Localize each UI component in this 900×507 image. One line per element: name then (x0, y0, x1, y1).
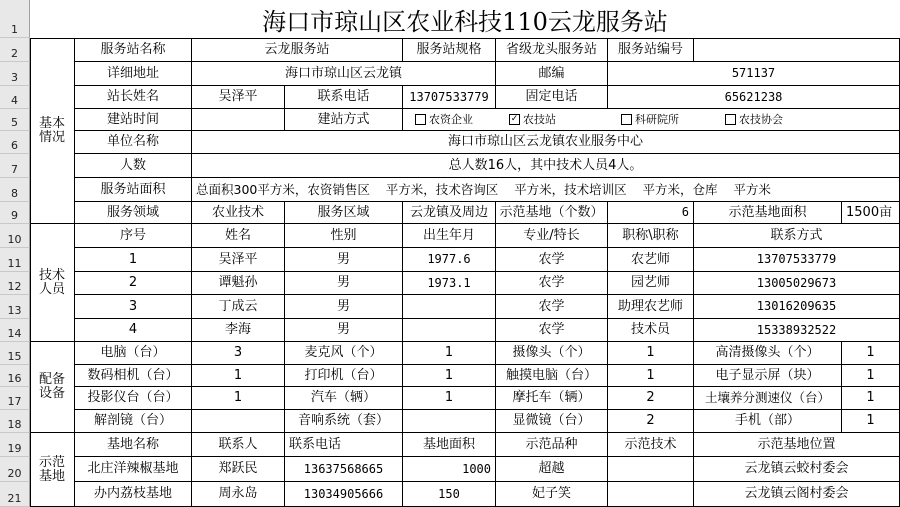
demo-header-contact[interactable]: 联系人 (192, 433, 285, 457)
demo-row-1-tech[interactable] (608, 457, 694, 482)
demo-row-1-contact[interactable]: 郑跃民 (192, 457, 285, 482)
row-number: 4 (11, 94, 18, 107)
equip-row-1-a-label[interactable]: 电脑（台） (75, 342, 192, 365)
code-value[interactable] (694, 38, 900, 62)
tech-row-4-major[interactable]: 农学 (496, 319, 608, 342)
tech-row-4-title[interactable]: 技术员 (608, 319, 694, 342)
equip-row-1-a-value[interactable]: 3 (192, 342, 285, 365)
row-header-21[interactable] (0, 482, 30, 507)
tech-row-1-major[interactable]: 农学 (496, 248, 608, 272)
tech-row-4-name[interactable]: 李海 (192, 319, 285, 342)
field-value[interactable]: 农业技术 (192, 202, 285, 224)
demo-row-1-location[interactable]: 云龙镇云蛟村委会 (694, 457, 900, 482)
row-header-11[interactable] (0, 248, 30, 272)
demo-row-1-phone[interactable]: 13637568665 (285, 457, 403, 482)
fixed-phone-value[interactable]: 65621238 (608, 86, 900, 109)
row-header-12[interactable] (0, 272, 30, 295)
method-options (403, 109, 900, 131)
equip-row-2-c-value[interactable]: 1 (608, 365, 694, 387)
method-option-2[interactable] (509, 114, 615, 126)
demo-count-value[interactable]: 6 (608, 202, 694, 224)
tech-header-no[interactable]: 序号 (75, 224, 192, 248)
row-number: 1 (11, 23, 18, 36)
row-header-5[interactable] (0, 109, 30, 131)
equip-row-4-b-value[interactable] (403, 410, 496, 433)
row-number: 11 (7, 257, 22, 270)
equip-row-1-c-value[interactable]: 1 (608, 342, 694, 365)
tech-row-2-contact[interactable]: 13005029673 (694, 272, 900, 295)
tech-row-4-contact[interactable]: 15338932522 (694, 319, 900, 342)
row-number: 2 (11, 47, 18, 60)
row-number: 14 (7, 327, 22, 340)
demo-row-2-phone[interactable]: 13034905666 (285, 482, 403, 507)
equip-row-2-d-value[interactable]: 1 (842, 365, 900, 387)
method-option-2-label: 农技站 (523, 112, 556, 126)
demo-header-phone[interactable]: 联系电话 (285, 433, 403, 457)
section-basic[interactable] (30, 38, 75, 224)
row-header-9[interactable] (0, 202, 30, 224)
row-header-19[interactable] (0, 433, 30, 457)
tech-row-2-birth[interactable]: 1973.1 (403, 272, 496, 295)
demo-row-2-variety[interactable]: 妃子笑 (496, 482, 608, 507)
row-header-17[interactable] (0, 387, 30, 410)
equip-row-2-b-label[interactable]: 打印机（台） (285, 365, 403, 387)
demo-header-name[interactable]: 基地名称 (75, 433, 192, 457)
row-header-7[interactable] (0, 154, 30, 178)
method-option-1-label: 农资企业 (429, 112, 473, 126)
equip-row-3-d-value[interactable]: 1 (842, 387, 900, 410)
checkbox-4[interactable] (725, 114, 736, 125)
demo-area-label[interactable]: 示范基地面积 (694, 202, 842, 224)
head-label[interactable]: 站长姓名 (75, 86, 192, 109)
tech-row-3-birth[interactable] (403, 295, 496, 319)
row-number: 10 (7, 233, 22, 246)
equip-row-4-c-label[interactable]: 显微镜（台） (496, 410, 608, 433)
tech-row-1-gender[interactable]: 男 (285, 248, 403, 272)
area-label[interactable]: 服务站面积 (75, 178, 192, 202)
row-header-4[interactable] (0, 86, 30, 109)
tech-row-2-no[interactable]: 2 (75, 272, 192, 295)
demo-area-value[interactable]: 1500亩 (842, 202, 900, 224)
row-number: 5 (11, 116, 18, 129)
zip-label[interactable]: 邮编 (496, 62, 608, 86)
section-equip-label: 配备 设备 (38, 372, 65, 401)
checkbox-3[interactable] (621, 114, 632, 125)
checkbox-2-checked[interactable]: ✓ (510, 113, 519, 124)
demo-header-tech[interactable]: 示范技术 (608, 433, 694, 457)
spec-label[interactable]: 服务站规格 (403, 38, 496, 62)
demo-row-1-variety[interactable]: 超越 (496, 457, 608, 482)
row-header-8[interactable] (0, 178, 30, 202)
equip-row-3-c-label[interactable]: 摩托车（辆） (496, 387, 608, 410)
equip-row-2-a-label[interactable]: 数码相机（台） (75, 365, 192, 387)
section-equip[interactable] (30, 342, 75, 433)
tech-row-4-no[interactable]: 4 (75, 319, 192, 342)
row-number: 21 (7, 492, 22, 505)
equip-row-2-d-label[interactable]: 电子显示屏（块） (694, 365, 842, 387)
row-number: 6 (11, 139, 18, 152)
equip-row-4-d-value[interactable]: 1 (842, 410, 900, 433)
equip-row-1-c-label[interactable]: 摄像头（个） (496, 342, 608, 365)
tech-row-3-no[interactable]: 3 (75, 295, 192, 319)
row-header-16[interactable] (0, 365, 30, 387)
demo-header-location[interactable]: 示范基地位置 (694, 433, 900, 457)
equip-row-1-b-value[interactable]: 1 (403, 342, 496, 365)
section-basic-label: 基本 情况 (38, 115, 65, 145)
row-header-2[interactable] (0, 38, 30, 62)
station-name-label[interactable]: 服务站名称 (75, 38, 192, 62)
phone-value[interactable]: 13707533779 (403, 86, 496, 109)
equip-row-4-d-label[interactable]: 手机（部） (694, 410, 842, 433)
row-number: 13 (7, 304, 22, 317)
zip-value[interactable]: 571137 (608, 62, 900, 86)
row-number: 9 (11, 209, 18, 222)
row-header-20[interactable] (0, 457, 30, 482)
equip-row-3-d-label[interactable]: 土壤养分测速仪（台） (694, 387, 842, 410)
row-header-13[interactable] (0, 295, 30, 319)
equip-row-4-a-label[interactable]: 解剖镜（台） (75, 410, 192, 433)
row-number: 17 (7, 395, 22, 408)
demo-count-label[interactable]: 示范基地（个数） (496, 202, 608, 224)
equip-row-2-b-value[interactable]: 1 (403, 365, 496, 387)
row-header-1[interactable] (0, 0, 30, 38)
fixed-phone-label[interactable]: 固定电话 (496, 86, 608, 109)
tech-row-1-name[interactable]: 吴泽平 (192, 248, 285, 272)
code-label[interactable]: 服务站编号 (608, 38, 694, 62)
tech-header-major[interactable]: 专业/特长 (496, 224, 608, 248)
equip-row-1-b-label[interactable]: 麦克风（个） (285, 342, 403, 365)
method-option-1[interactable] (415, 114, 503, 126)
tech-header-birth[interactable]: 出生年月 (403, 224, 496, 248)
section-demo-label: 示范 基地 (38, 454, 65, 484)
region-value[interactable]: 云龙镇及周边 (403, 202, 496, 224)
tech-row-2-name[interactable]: 谭魁孙 (192, 272, 285, 295)
time-value[interactable] (192, 109, 285, 131)
station-name-value[interactable]: 云龙服务站 (192, 38, 403, 62)
tech-row-1-no[interactable]: 1 (75, 248, 192, 272)
tech-row-3-title[interactable]: 助理农艺师 (608, 295, 694, 319)
row-header-14[interactable] (0, 319, 30, 342)
unit-value[interactable]: 海口市琼山区云龙镇农业服务中心 (192, 131, 900, 154)
tech-row-4-birth[interactable] (403, 319, 496, 342)
equip-row-3-b-label[interactable]: 汽车（辆） (285, 387, 403, 410)
address-value[interactable]: 海口市琼山区云龙镇 (192, 62, 496, 86)
equip-row-4-a-value[interactable] (192, 410, 285, 433)
tech-row-2-major[interactable]: 农学 (496, 272, 608, 295)
field-label[interactable]: 服务领域 (75, 202, 192, 224)
section-tech[interactable] (30, 224, 75, 342)
row-header-10[interactable] (0, 224, 30, 248)
unit-label[interactable]: 单位名称 (75, 131, 192, 154)
tech-header-contact[interactable]: 联系方式 (694, 224, 900, 248)
checkbox-1[interactable] (415, 114, 426, 125)
row-number: 16 (7, 372, 22, 385)
row-header-18[interactable] (0, 410, 30, 433)
row-number: 12 (7, 280, 22, 293)
method-option-4[interactable] (725, 114, 783, 126)
equip-row-4-b-label[interactable]: 音响系统（套） (285, 410, 403, 433)
tech-header-gender[interactable]: 性别 (285, 224, 403, 248)
equip-row-3-c-value[interactable]: 2 (608, 387, 694, 410)
demo-header-variety[interactable]: 示范品种 (496, 433, 608, 457)
row-number: 7 (11, 163, 18, 176)
tech-row-3-major[interactable]: 农学 (496, 295, 608, 319)
tech-row-4-gender[interactable]: 男 (285, 319, 403, 342)
demo-row-2-name[interactable]: 办内荔枝基地 (75, 482, 192, 507)
row-header-15[interactable] (0, 342, 30, 365)
tech-row-3-contact[interactable]: 13016209635 (694, 295, 900, 319)
demo-row-1-name[interactable]: 北庄洋辣椒基地 (75, 457, 192, 482)
demo-row-2-contact[interactable]: 周永岛 (192, 482, 285, 507)
tech-row-2-title[interactable]: 园艺师 (608, 272, 694, 295)
tech-row-2-gender[interactable]: 男 (285, 272, 403, 295)
tech-row-1-title[interactable]: 农艺师 (608, 248, 694, 272)
equip-row-3-a-value[interactable]: 1 (192, 387, 285, 410)
method-option-3-label: 科研院所 (635, 112, 679, 126)
demo-header-area[interactable]: 基地面积 (403, 433, 496, 457)
tech-header-title[interactable]: 职称\职称 (608, 224, 694, 248)
tech-row-1-birth[interactable]: 1977.6 (403, 248, 496, 272)
table-left-border (30, 38, 31, 507)
address-label[interactable]: 详细地址 (75, 62, 192, 86)
area-value[interactable]: 总面积300平方米，农资销售区 平方米，技术咨询区 平方米，技术培训区 平方米，仓库 平方米 (192, 178, 900, 202)
phone-label[interactable]: 联系电话 (285, 86, 403, 109)
head-value[interactable]: 吴泽平 (192, 86, 285, 109)
equip-row-2-c-label[interactable]: 触摸电脑（台） (496, 365, 608, 387)
row-number: 8 (11, 187, 18, 200)
section-demo[interactable] (30, 433, 75, 507)
region-label[interactable]: 服务区域 (285, 202, 403, 224)
method-label[interactable]: 建站方式 (285, 109, 403, 131)
spec-value[interactable]: 省级龙头服务站 (496, 38, 608, 62)
section-tech-label: 技术 人员 (38, 267, 65, 297)
row-number: 3 (11, 71, 18, 84)
people-value[interactable]: 总人数16人，其中技术人员4人。 (192, 154, 900, 178)
demo-row-1-area[interactable]: 1000 (403, 457, 496, 482)
demo-row-2-tech[interactable] (608, 482, 694, 507)
tech-row-1-contact[interactable]: 13707533779 (694, 248, 900, 272)
equip-row-1-d-value[interactable]: 1 (842, 342, 900, 365)
row-header-6[interactable] (0, 131, 30, 154)
method-option-4-label: 农技协会 (739, 112, 783, 126)
row-header-3[interactable] (0, 62, 30, 86)
tech-row-3-name[interactable]: 丁成云 (192, 295, 285, 319)
row-number: 18 (7, 418, 22, 431)
row-number: 19 (7, 442, 22, 455)
equip-row-1-d-label[interactable]: 高清摄像头（个） (694, 342, 842, 365)
equip-row-4-c-value[interactable]: 2 (608, 410, 694, 433)
demo-row-2-area[interactable]: 150 (403, 482, 496, 507)
sheet-title[interactable]: 海口市琼山区农业科技110云龙服务站 (30, 0, 900, 39)
demo-row-2-location[interactable]: 云龙镇云阁村委会 (694, 482, 900, 507)
time-label[interactable]: 建站时间 (75, 109, 192, 131)
tech-header-name[interactable]: 姓名 (192, 224, 285, 248)
equip-row-3-a-label[interactable]: 投影仪台（台） (75, 387, 192, 410)
equip-row-2-a-value[interactable]: 1 (192, 365, 285, 387)
method-option-3[interactable] (621, 114, 719, 126)
equip-row-3-b-value[interactable]: 1 (403, 387, 496, 410)
people-label[interactable]: 人数 (75, 154, 192, 178)
row-number: 20 (7, 467, 22, 480)
tech-row-3-gender[interactable]: 男 (285, 295, 403, 319)
row-number: 15 (7, 350, 22, 363)
